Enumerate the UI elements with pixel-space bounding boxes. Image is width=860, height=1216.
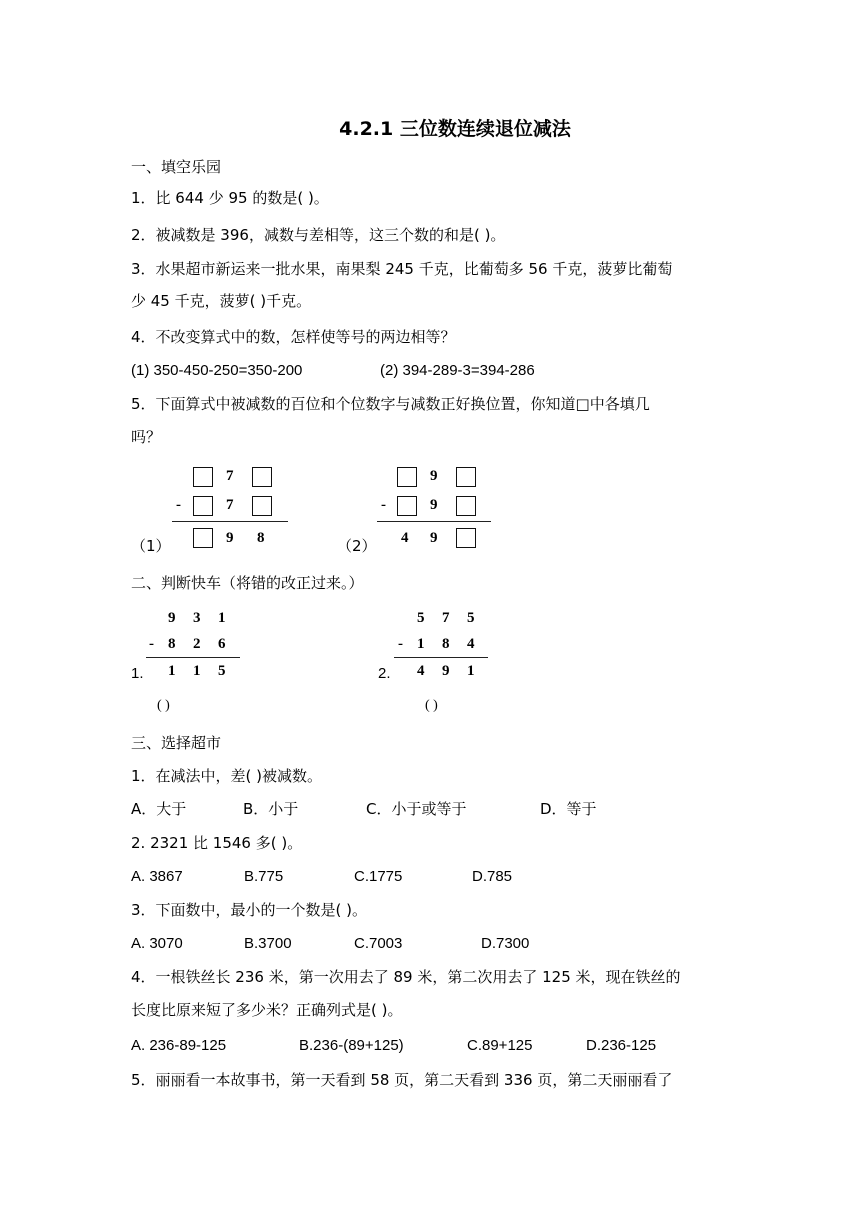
divider-line: [394, 657, 488, 658]
question-1-2: 2．被减数是 396，减数与差相等，这三个数的和是( )。: [131, 226, 506, 244]
item-number: 2.: [378, 665, 391, 682]
option-d[interactable]: D．等于: [540, 800, 597, 818]
digit: 6: [218, 636, 226, 652]
answer-box[interactable]: [456, 467, 476, 487]
minus-sign: -: [381, 497, 386, 513]
answer-box[interactable]: [456, 528, 476, 548]
option-c[interactable]: C．小于或等于: [366, 800, 467, 818]
section-1-heading: 一、填空乐园: [131, 158, 222, 176]
question-3-3: 3．下面数中，最小的一个数是( )。: [131, 901, 368, 919]
digit: 5: [467, 610, 475, 626]
minus-sign: -: [398, 636, 403, 652]
digit: 8: [168, 636, 176, 652]
question-1-3-line-1: 3．水果超市新运来一批水果，南果梨 245 千克，比葡萄多 56 千克，菠萝比葡萄: [131, 260, 673, 278]
question-1-4-part-1: (1) 350-450-250=350-200: [131, 362, 303, 379]
puzzle-label: （2）: [337, 537, 377, 555]
answer-box[interactable]: [193, 528, 213, 548]
answer-box[interactable]: [397, 496, 417, 516]
option-b[interactable]: B.236-(89+125): [299, 1037, 404, 1054]
option-d[interactable]: D.236-125: [586, 1037, 657, 1054]
question-1-3-line-2: 少 45 千克，菠萝( )千克。: [131, 292, 312, 310]
digit: 7: [442, 610, 450, 626]
option-b[interactable]: B.775: [244, 868, 284, 885]
answer-bracket[interactable]: ( ): [425, 698, 438, 713]
section-3-heading: 三、选择超市: [131, 734, 222, 752]
question-3-4-line-2: 长度比原来短了多少米？正确列式是( )。: [131, 1001, 403, 1019]
digit: 4: [401, 530, 409, 546]
section-2-heading: 二、判断快车（将错的改正过来。）: [131, 574, 364, 592]
option-a[interactable]: A. 236-89-125: [131, 1037, 227, 1054]
option-c[interactable]: C.7003: [354, 935, 403, 952]
digit: 8: [257, 530, 265, 546]
digit: 1: [168, 663, 176, 679]
digit: 5: [417, 610, 425, 626]
digit: 7: [226, 468, 234, 484]
digit: 9: [430, 530, 438, 546]
item-number: 1.: [131, 665, 144, 682]
digit: 2: [193, 636, 201, 652]
digit: 5: [218, 663, 226, 679]
digit: 9: [168, 610, 176, 626]
question-3-4-line-1: 4．一根铁丝长 236 米，第一次用去了 89 米，第二次用去了 125 米，现在铁丝的: [131, 968, 681, 986]
digit: 9: [442, 663, 450, 679]
question-3-2: 2. 2321 比 1546 多( )。: [131, 834, 303, 852]
question-1-1: 1．比 644 少 95 的数是( )。: [131, 189, 329, 207]
answer-box[interactable]: [252, 496, 272, 516]
question-3-5-line-1: 5．丽丽看一本故事书，第一天看到 58 页，第二天看到 336 页，第二天丽丽看了: [131, 1071, 673, 1089]
divider-line: [172, 521, 288, 522]
answer-box[interactable]: [397, 467, 417, 487]
minus-sign: -: [149, 636, 154, 652]
answer-box[interactable]: [456, 496, 476, 516]
question-1-4: 4．不改变算式中的数，怎样使等号的两边相等？: [131, 328, 456, 346]
option-b[interactable]: B．小于: [243, 800, 299, 818]
option-c[interactable]: C.1775: [354, 868, 403, 885]
answer-box[interactable]: [252, 467, 272, 487]
digit: 1: [467, 663, 475, 679]
option-d[interactable]: D.7300: [481, 935, 530, 952]
option-a[interactable]: A. 3867: [131, 868, 183, 885]
digit: 1: [417, 636, 425, 652]
digit: 9: [226, 530, 234, 546]
digit: 1: [193, 663, 201, 679]
answer-box[interactable]: [193, 467, 213, 487]
digit: 4: [467, 636, 475, 652]
digit: 9: [430, 497, 438, 513]
digit: 8: [442, 636, 450, 652]
puzzle-label: （1）: [131, 537, 171, 555]
digit: 4: [417, 663, 425, 679]
option-a[interactable]: A. 3070: [131, 935, 183, 952]
answer-box[interactable]: [193, 496, 213, 516]
divider-line: [377, 521, 491, 522]
question-1-4-part-2: (2) 394-289-3=394-286: [380, 362, 535, 379]
option-d[interactable]: D.785: [472, 868, 513, 885]
question-1-5-line-2: 吗？: [131, 428, 162, 446]
answer-bracket[interactable]: ( ): [157, 698, 170, 713]
minus-sign: -: [176, 497, 181, 513]
question-3-1: 1．在减法中，差( )被减数。: [131, 767, 323, 785]
option-b[interactable]: B.3700: [244, 935, 292, 952]
digit: 9: [430, 468, 438, 484]
question-1-5-line-1: 5．下面算式中被减数的百位和个位数字与减数正好换位置，你知道□中各填几: [131, 395, 650, 413]
page-title: 4.2.1 三位数连续退位减法: [339, 118, 571, 140]
digit: 7: [226, 497, 234, 513]
divider-line: [146, 657, 240, 658]
digit: 1: [218, 610, 226, 626]
option-a[interactable]: A．大于: [131, 800, 187, 818]
option-c[interactable]: C.89+125: [467, 1037, 533, 1054]
digit: 3: [193, 610, 201, 626]
